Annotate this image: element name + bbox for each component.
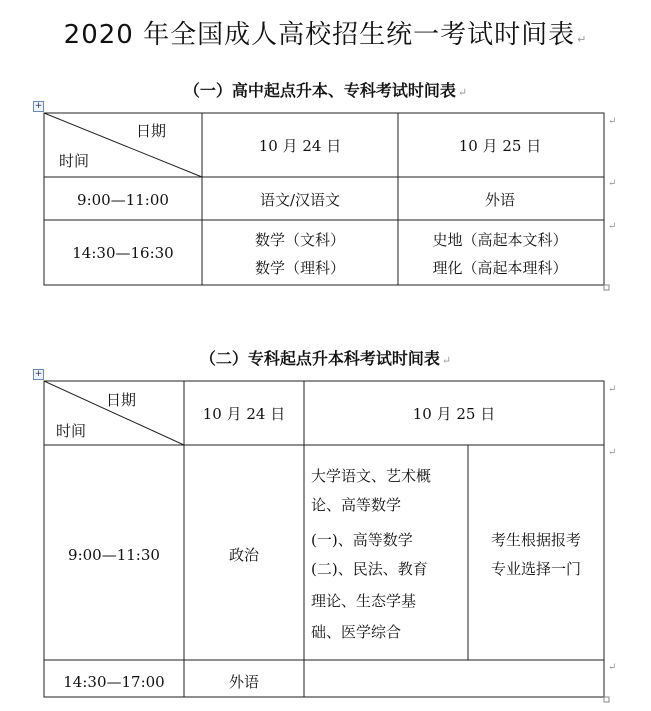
subject-cell: 数学（理科）	[254, 259, 346, 277]
time-slot-cell: 14:30—17:00	[63, 673, 165, 691]
header-time-label: 时间	[59, 152, 90, 170]
subject-cell: 大学语文、艺术概	[311, 467, 432, 485]
row-end-mark: ↵	[608, 116, 617, 127]
page-title-text: 2020 年全国成人高校招生统一考试时间表	[63, 20, 576, 50]
subject-cell: 专业选择一门	[490, 560, 582, 578]
subject-cell: 理论、生态学基	[311, 592, 417, 610]
subject-cell: 数学（文科）	[254, 231, 346, 249]
date-column-header: 10 月 25 日	[412, 405, 496, 423]
row-end-mark: ↵	[608, 447, 617, 458]
table-move-handle-icon[interactable]: +	[34, 369, 43, 379]
header-date-label: 日期	[106, 391, 137, 409]
date-column-header: 10 月 24 日	[258, 137, 342, 155]
row-end-mark: ↵	[608, 178, 617, 189]
subject-cell: (二)、民法、教育	[311, 560, 428, 578]
time-slot-cell: 9:00—11:30	[68, 546, 160, 564]
subject-cell: 础、医学综合	[311, 623, 402, 641]
row-end-mark: ↵	[608, 221, 617, 232]
table-1-caption-text: （一）高中起点升本、专科考试时间表	[183, 81, 456, 100]
header-date-label: 日期	[136, 122, 167, 140]
table-move-handle-icon[interactable]: +	[34, 101, 43, 111]
paragraph-mark: ↵	[441, 354, 452, 367]
subject-cell: 理化（高起本理科）	[432, 259, 568, 277]
subject-cell: 外语	[228, 673, 260, 691]
time-slot-cell: 9:00—11:00	[77, 191, 169, 209]
subject-cell: 外语	[484, 191, 516, 209]
subject-cell: 考生根据报考	[490, 531, 582, 549]
row-end-mark: ↵	[608, 384, 617, 395]
date-column-header: 10 月 24 日	[202, 405, 286, 423]
subject-cell: 语文/汉语文	[259, 191, 341, 209]
table-2-caption-text: （二）专科起点升本科考试时间表	[199, 349, 440, 368]
subject-cell: 政治	[228, 546, 260, 564]
subject-cell: (一)、高等数学	[311, 531, 413, 549]
subject-cell: 论、高等数学	[311, 496, 402, 514]
table-resize-handle-icon[interactable]	[604, 697, 609, 702]
row-end-mark: ↵	[608, 662, 617, 673]
paragraph-mark: ↵	[577, 33, 588, 46]
subject-cell: 史地（高起本文科）	[432, 231, 568, 249]
header-time-label: 时间	[56, 422, 87, 440]
time-slot-cell: 14:30—16:30	[72, 244, 174, 262]
date-column-header: 10 月 25 日	[458, 137, 542, 155]
paragraph-mark: ↵	[457, 86, 468, 99]
